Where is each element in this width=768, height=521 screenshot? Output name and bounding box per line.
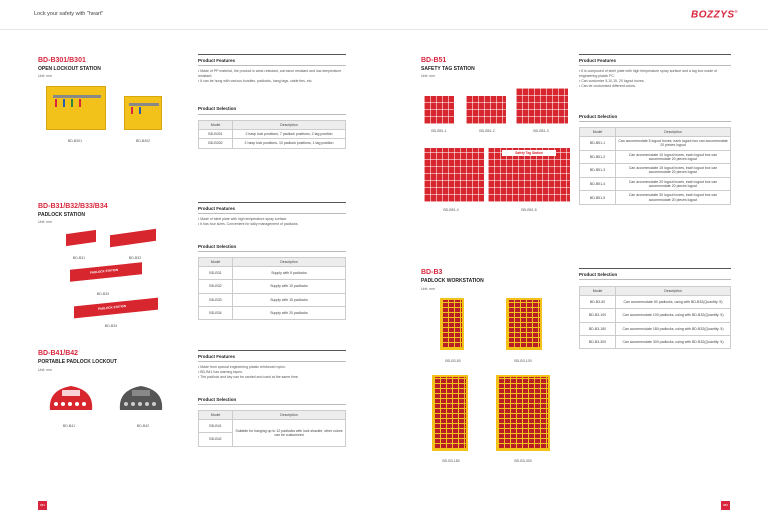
table-header: Description: [233, 411, 346, 420]
model-cell: [199, 420, 233, 447]
divider: [198, 213, 346, 214]
features-title: Product Features: [198, 354, 236, 359]
table-header: Model: [199, 258, 233, 267]
divider: [198, 350, 346, 351]
model-name: BD-B42: [209, 437, 222, 442]
divider: [198, 114, 346, 115]
table-row: [580, 177, 731, 191]
image-label: BD-B51-2: [479, 129, 495, 133]
brand-logo: BOZZYS®: [690, 9, 738, 21]
feature-list: [198, 217, 348, 227]
feature-list: [579, 69, 731, 89]
feature-item: • Made from special engineering plastic reinforced nylon.: [198, 365, 286, 369]
image-label: BD-B34: [104, 324, 118, 328]
image-label: BD-B301: [67, 139, 83, 143]
description-cell: Can accommodate 30 logout boxes, each logout box can accommodate 20 pieces logout: [616, 191, 731, 205]
padlock-station-image: [70, 262, 142, 282]
selection-table: [198, 120, 346, 149]
table-row: [580, 335, 731, 348]
product-title: PADLOCK WORKSTATION: [421, 278, 484, 284]
description-cell: Supply with 10 padlocks: [233, 280, 346, 293]
table-row: [199, 267, 346, 280]
model-cell: BD-B51-4: [580, 177, 616, 191]
padlock-station-image: [74, 298, 158, 319]
divider: [579, 268, 731, 269]
model-cell: BD-B31: [199, 267, 233, 280]
selection-title: Product Selection: [579, 272, 618, 277]
table-row: [580, 322, 731, 335]
safety-tag-station-image: [466, 96, 506, 124]
image-label: BD-B3-50: [445, 359, 461, 363]
image-label: BD-B51-5: [521, 208, 537, 212]
model-cell: BD-B3-180: [580, 322, 616, 335]
description-cell: Can accommodate 20 logout boxes, each logout box can accommodate 20 pieces logout: [616, 177, 731, 191]
safety-tag-station-image: [424, 96, 454, 124]
divider: [198, 404, 346, 405]
open-lockout-station-image: [124, 96, 162, 130]
model-cell: BD-B51-3: [580, 164, 616, 178]
model-cell: BD-B3-300: [580, 335, 616, 348]
table-header: Description: [616, 128, 731, 137]
portable-padlock-lockout-image: [116, 382, 166, 414]
divider: [198, 54, 346, 55]
plate-text: PADLOCK STATION: [90, 267, 119, 275]
image-label: BD-B31: [72, 256, 86, 260]
table-row: [199, 306, 346, 319]
feature-item: • It is composed of steel plate with high temperature spray surface and a tag box made of engineering plastic PC.: [579, 69, 717, 78]
feature-item: • The padlock and key can be carried and used at the same time.: [198, 375, 299, 379]
padlock-workstation-image: [506, 298, 542, 350]
table-header: Description: [616, 287, 731, 296]
image-label: BD-B41: [62, 424, 76, 428]
product-title: PADLOCK STATION: [38, 212, 85, 218]
padlock-workstation-image: [432, 375, 468, 451]
product-title: OPEN LOCKOUT STATION: [38, 66, 101, 72]
image-label: BD-B302: [135, 139, 151, 143]
divider: [579, 54, 731, 55]
divider: [198, 65, 346, 66]
feature-list: [198, 365, 348, 380]
page-number-left: 081: [38, 501, 47, 510]
description-cell: Can accommodate 5 logout boxes, each logout box can accommodate 20 pieces logout: [616, 137, 731, 151]
description-cell: Can accommodate 300 padlocks, using with BD-B32(Quantity: 5): [616, 335, 731, 348]
description-cell: Can accommodate 100 padlocks, using with BD-B32(Quantity: 5): [616, 309, 731, 322]
unit-label: Unit: mm: [421, 74, 435, 78]
description-cell: Can accommodate 50 padlocks, using with BD-B32(Quantity: 5): [616, 296, 731, 309]
model-cell: BD-B301: [199, 130, 233, 139]
divider: [198, 361, 346, 362]
model-cell: BD-B32: [199, 280, 233, 293]
model-cell: BD-B51-5: [580, 191, 616, 205]
padlock-station-image: [66, 230, 96, 246]
page-header: [0, 0, 768, 30]
feature-item: • It has four sizes. Convenient for daily management of padlocks.: [198, 222, 299, 226]
table-row: [199, 139, 346, 148]
image-label: BD-B3-300: [514, 459, 532, 463]
product-code: BD-B41/B42: [38, 350, 79, 357]
selection-table: [579, 127, 731, 205]
table-header: Model: [199, 411, 233, 420]
image-label: BD-B3-100: [514, 359, 532, 363]
plate-text: PADLOCK STATION: [98, 303, 127, 311]
feature-item: • BD-B41 has warning tapes.: [198, 370, 243, 374]
table-row: [580, 191, 731, 205]
table-row: [199, 280, 346, 293]
image-label: BD-B42: [136, 424, 150, 428]
feature-list: [198, 69, 348, 84]
portable-padlock-lockout-image: [46, 382, 96, 414]
description-cell: Supply with 20 padlocks: [233, 306, 346, 319]
model-cell: BD-B3-100: [580, 309, 616, 322]
description-cell: Supply with 5 padlocks: [233, 267, 346, 280]
feature-item: • It can be hung with various bundles, padlocks, hang tags, cable ties, etc.: [198, 79, 313, 83]
model-cell: BD-B51-2: [580, 150, 616, 164]
model-cell: BD-B34: [199, 306, 233, 319]
feature-item: • Made of steel plate with high temperature spray surface.: [198, 217, 288, 221]
selection-title: Product Selection: [198, 106, 237, 111]
table-row: [580, 164, 731, 178]
divider: [198, 251, 346, 252]
image-label: BD-B51-1: [431, 129, 447, 133]
features-title: Product Features: [579, 58, 617, 63]
tagline: Lock your safety with "heart": [34, 11, 104, 17]
description-cell: Can accommodate 10 logout boxes, each logout box can accommodate 20 pieces logout: [616, 150, 731, 164]
feature-item: • Can customize 5,10,15, 20 logout boxes.: [579, 79, 645, 83]
model-name: BD-B41: [199, 420, 232, 433]
table-header: Description: [233, 121, 346, 130]
padlock-workstation-image: [496, 375, 550, 451]
selection-title: Product Selection: [198, 397, 237, 402]
selection-title: Product Selection: [579, 114, 618, 119]
open-lockout-station-image: [46, 86, 106, 130]
unit-label: Unit: mm: [38, 74, 52, 78]
selection-table: [198, 410, 346, 447]
table-row: [580, 150, 731, 164]
safety-tag-station-image: [516, 88, 568, 124]
unit-label: Unit: mm: [38, 220, 52, 224]
selection-table: [579, 286, 731, 349]
image-label: BD-B51-3: [533, 129, 549, 133]
unit-label: Unit: mm: [421, 287, 435, 291]
divider: [198, 202, 346, 203]
product-title: SAFETY TAG STATION: [421, 66, 475, 72]
safety-tag-station-image: [488, 148, 570, 202]
table-header: Description: [233, 258, 346, 267]
features-title: Product Features: [198, 206, 236, 211]
product-code: BD-B31/B32/B33/B34: [38, 203, 108, 210]
table-row: [199, 130, 346, 139]
model-cell: BD-B3-50: [580, 296, 616, 309]
padlock-station-image: [110, 229, 156, 247]
description-cell: Can accommodate 15 logout boxes, each logout box can accommodate 20 pieces logout: [616, 164, 731, 178]
table-row: [199, 293, 346, 306]
product-code: BD-B51: [421, 57, 447, 64]
image-label: BD-B33: [96, 292, 110, 296]
feature-item: • Can be customized different colors.: [579, 84, 636, 88]
table-row: [580, 309, 731, 322]
image-label: BD-B51-4: [443, 208, 459, 212]
image-label: BD-B3-180: [442, 459, 460, 463]
product-code: BD-B301/B301: [38, 57, 86, 64]
product-title: PORTABLE PADLOCK LOCKOUT: [38, 359, 117, 365]
safety-tag-station-image: [424, 148, 484, 202]
model-cell: BD-B51-1: [580, 137, 616, 151]
feature-item: • Made of PP material, the product is wear-resistant, corrosion resistant and low-temperature resistant;: [198, 69, 342, 78]
product-code: BD-B3: [421, 269, 443, 276]
unit-label: Unit: mm: [38, 368, 52, 372]
description-cell: Can accommodate 180 padlocks, using with BD-B32(Quantity: 5): [616, 322, 731, 335]
divider: [579, 121, 731, 122]
padlock-workstation-image: [440, 298, 464, 350]
selection-title: Product Selection: [198, 244, 237, 249]
description-cell: Suitable for hanging up to 12 padlocks with lock shackle, other colors can be customized: [233, 420, 346, 447]
image-label: BD-B32: [128, 256, 142, 260]
table-row: [580, 296, 731, 309]
table-header: Model: [199, 121, 233, 130]
description-cell: 2 hasp lock positions, 10 padlock positions, 1 tag position: [233, 139, 346, 148]
divider: [579, 279, 731, 280]
model-cell: BD-B302: [199, 139, 233, 148]
table-header: Model: [580, 287, 616, 296]
divider: [579, 65, 731, 66]
selection-table: [198, 257, 346, 320]
description-cell: Supply with 15 padlocks: [233, 293, 346, 306]
table-row: [580, 137, 731, 151]
board-text: Safety Tag Station: [502, 150, 556, 156]
description-cell: 2 hasp lock positions, 7 padlock positions, 2 tag position: [233, 130, 346, 139]
features-title: Product Features: [198, 58, 236, 63]
table-row: [199, 420, 346, 447]
page-number-right: 082: [721, 501, 730, 510]
table-header: Model: [580, 128, 616, 137]
model-cell: BD-B33: [199, 293, 233, 306]
